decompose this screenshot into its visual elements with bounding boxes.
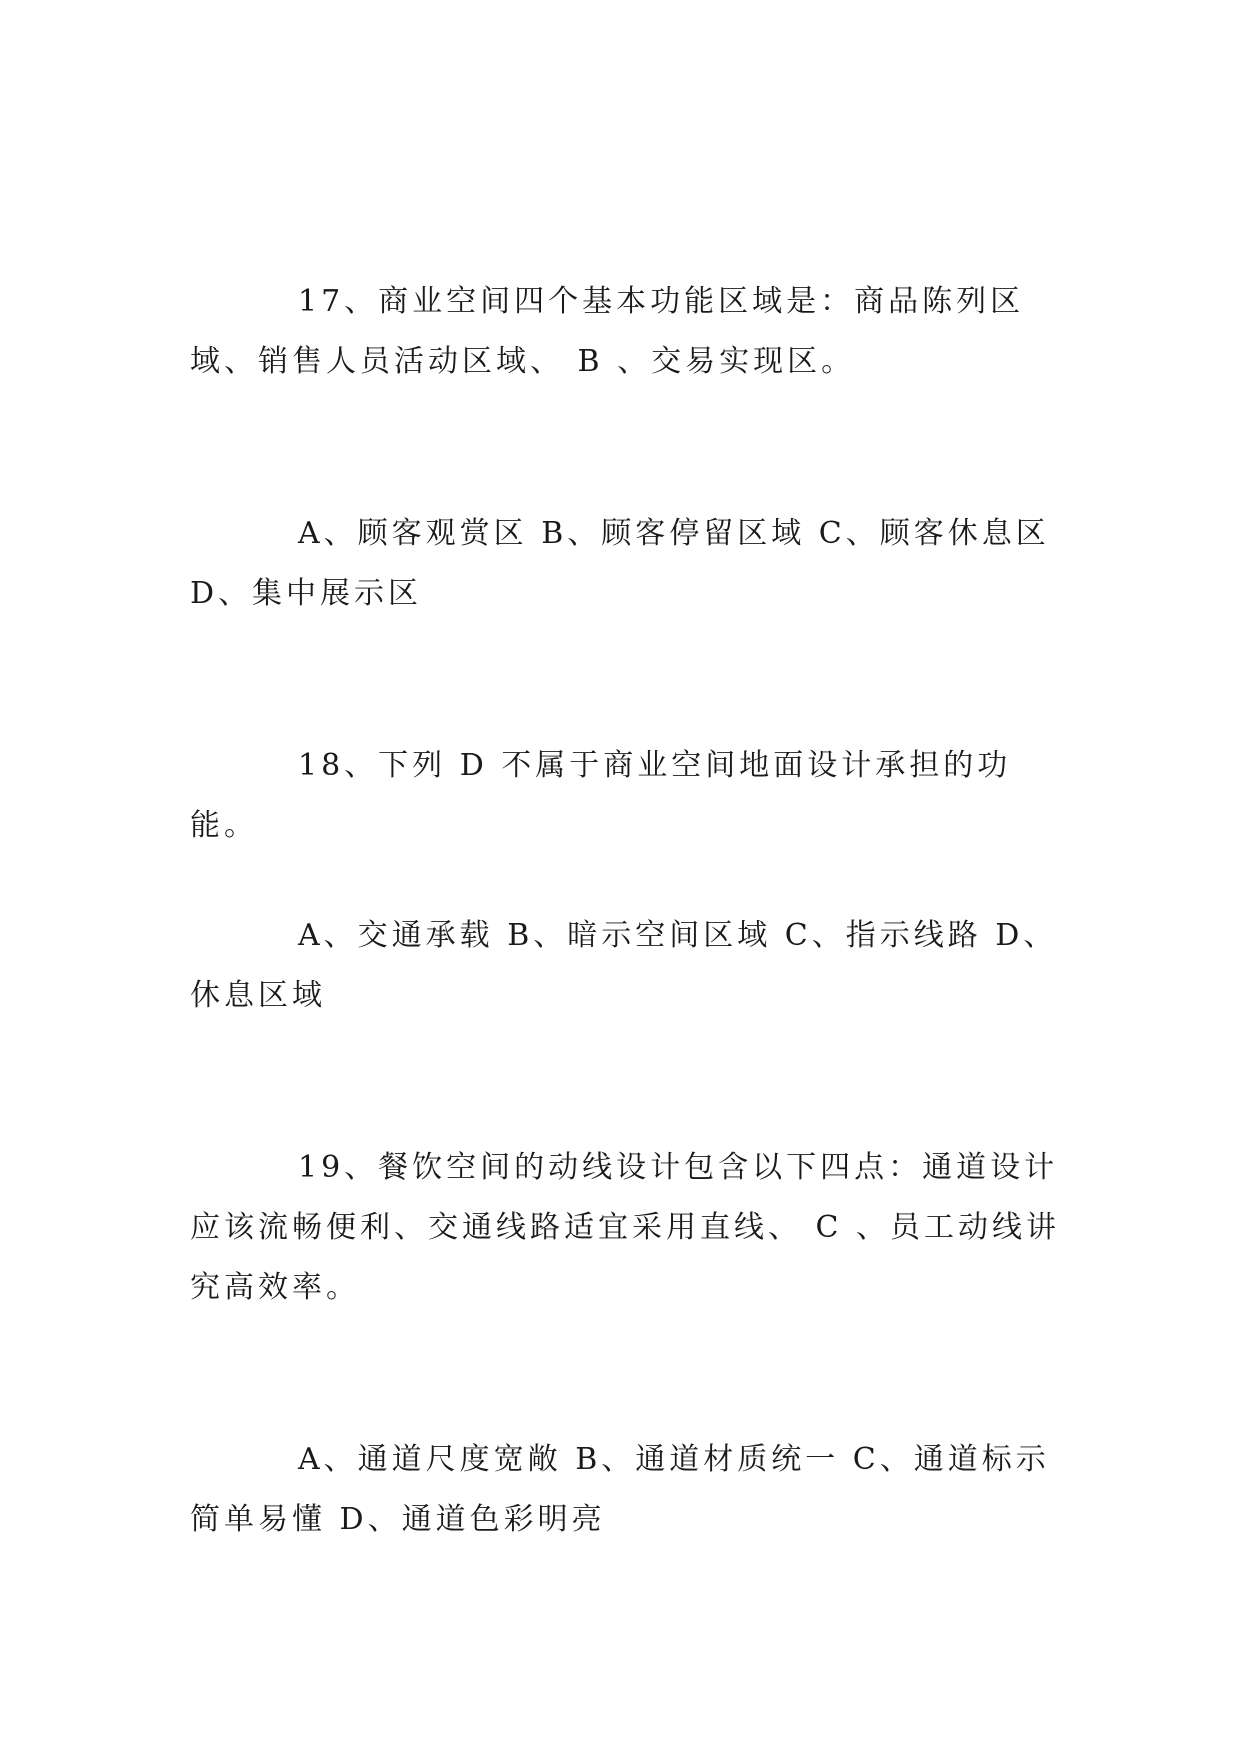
question-17-options: A、顾客观赏区 B、顾客停留区域 C、顾客休息区 D、集中展示区 xyxy=(190,516,1050,611)
question-18-options: A、交通承载 B、暗示空间区域 C、指示线路 D、休息区域 xyxy=(190,918,1058,1013)
question-17: 17、商业空间四个基本功能区域是：商品陈列区域、销售人员活动区域、 B 、交易实现区。 xyxy=(190,284,1025,379)
question-18: 18、下列 D 不属于商业空间地面设计承担的功能。 xyxy=(190,748,1012,843)
question-19: 19、餐饮空间的动线设计包含以下四点：通道设计应该流畅便利、交通线路适宜采用直线、 C 、员工动线讲究高效率。 xyxy=(190,1150,1061,1305)
question-19-options: A、通道尺度宽敞 B、通道材质统一 C、通道标示简单易懂 D、通道色彩明亮 xyxy=(190,1442,1050,1537)
